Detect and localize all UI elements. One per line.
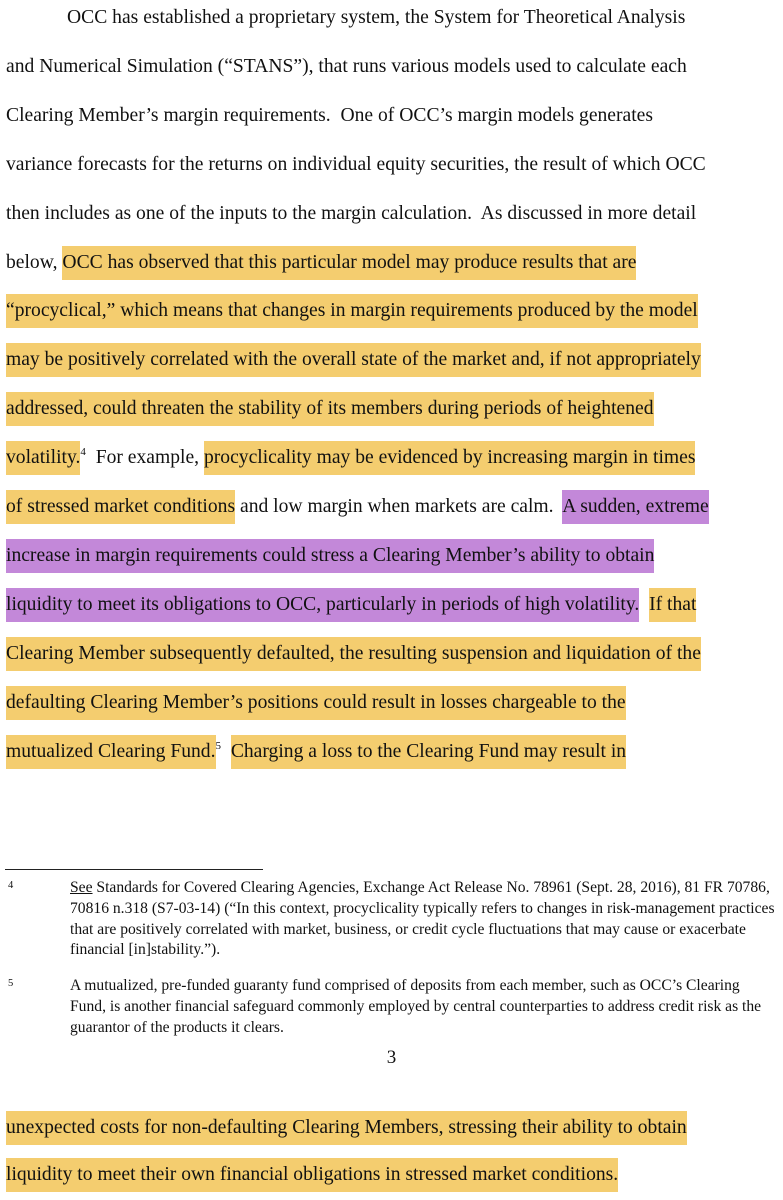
text-segment: and Numerical Simulation (“STANS”), that runs various models used to calculate each [6,55,687,77]
text-line [6,446,695,470]
footnote-text: A mutualized, pre-funded guaranty fund comprised of deposits from each member, such as OCC’s Clearing Fund, is another financial safeguard commonly employed by central counterparties to address credit risk as the guarantor of the products it clears. [70,977,762,1036]
footnote-number: 4 [8,880,14,891]
see-signal: See [70,879,93,896]
yellow-highlight: If that [649,588,696,622]
purple-highlight: liquidity to meet its obligations to OCC, particularly in periods of high volatility. [6,588,639,622]
text-line [6,299,698,323]
text-line [67,6,685,30]
yellow-highlight: may be positively correlated with the overall state of the market and, if not appropriately [6,343,701,377]
footnote-separator [5,869,263,870]
yellow-highlight: “procyclical,” which means that changes in margin requirements produced by the model [6,294,698,328]
text-line [6,1116,687,1140]
text-line [6,202,696,226]
footnote-reference: 4 [80,446,86,459]
text-line [6,544,654,568]
yellow-highlight: defaulting Clearing Member’s positions could result in losses chargeable to the [6,686,626,720]
text-segment: For example, [85,447,204,469]
text-segment: variance forecasts for the returns on individual equity securities, the result of which OCC [6,153,706,175]
text-line [6,55,687,79]
text-line [6,691,626,715]
text-line [6,642,701,666]
footnote-text: Standards for Covered Clearing Agencies, Exchange Act Release No. 78961 (Sept. 28, 2016), 81 FR 70786, 70816 n.318 (S7-03-14) (“In this context, procyclicality typically refers to changes in risk-management practices that are positively correlated with market, business, or credit cycle fluctuations that may cause or exacerbate financial [in]stability.”). [70,879,775,959]
text-segment: then includes as one of the inputs to the margin calculation. As discussed in more detail [6,202,697,224]
footnote-4 [70,878,775,961]
text-line [6,348,701,372]
yellow-highlight: unexpected costs for non-defaulting Clearing Members, stressing their ability to obtain [6,1111,687,1145]
text-line [6,740,626,764]
purple-highlight: A sudden, extreme [562,490,708,524]
yellow-highlight: mutualized Clearing Fund. [6,735,216,769]
text-line [6,593,696,617]
yellow-highlight: procyclicality may be evidenced by increasing margin in times [204,441,696,475]
yellow-highlight: Clearing Member subsequently defaulted, the resulting suspension and liquidation of the [6,637,701,671]
text-line [6,153,706,177]
text-segment: below, [6,251,63,273]
yellow-highlight: liquidity to meet their own financial obligations in stressed market conditions. [6,1158,618,1192]
text-line [6,495,709,519]
yellow-highlight: Charging a loss to the Clearing Fund may result in [231,735,626,769]
text-line [6,397,654,421]
yellow-highlight: OCC has observed that this particular model may produce results that are [62,246,636,280]
footnote-reference: 5 [215,739,222,752]
yellow-highlight: volatility. [6,441,80,475]
page-number: 3 [386,1047,397,1068]
text-line [6,104,653,128]
text-segment: OCC has established a proprietary system, the System for Theoretical Analysis [67,7,686,28]
text-line [6,1163,618,1187]
text-segment [221,741,231,762]
text-segment: and low margin when markets are calm. [235,496,563,517]
footnote-number: 5 [8,978,14,989]
text-segment: Clearing Member’s margin requirements. One of OCC’s margin models generates [6,104,653,126]
footnote-5 [70,976,775,1038]
yellow-highlight: of stressed market conditions [6,490,235,524]
text-line [6,251,636,275]
yellow-highlight: addressed, could threaten the stability of its members during periods of heightened [6,392,654,426]
text-segment [639,594,649,615]
purple-highlight: increase in margin requirements could stress a Clearing Member’s ability to obtain [6,539,654,573]
